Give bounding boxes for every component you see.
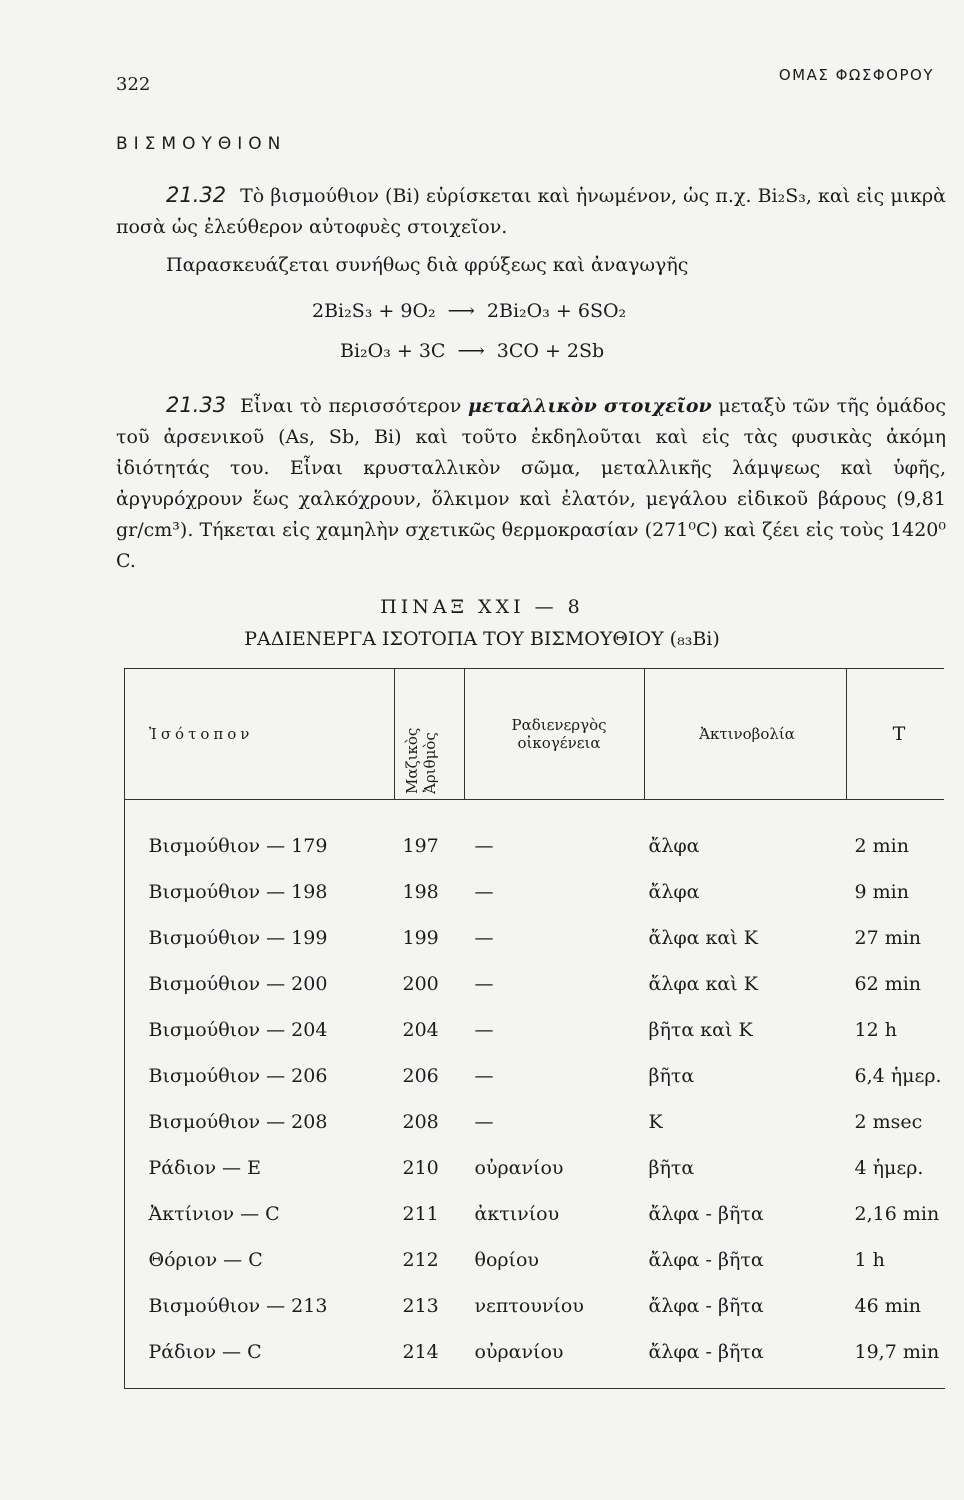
paragraph-number: 21.32 [166,183,227,207]
table-row [125,800,945,870]
cell-radiation: ἄλφα [648,835,700,857]
cell-mass-number: 204 [402,1019,439,1041]
cell-half-life: 6,4 ἡμερ. [854,1065,942,1087]
page-number: 322 [116,74,151,95]
cell-isotope: Βισμούθιον — 199 [148,927,328,949]
cell-half-life: 62 min [854,973,922,995]
paragraph-text-a: Εἶναι τὸ περισσότερον [240,395,462,417]
cell-family: νεπτουνίου [474,1295,584,1317]
cell-family: — [474,1065,494,1087]
paragraph-text-b: μεταξὺ τῶν τῆς ὁμάδος τοῦ ἀρσενικοῦ (As, Sb, Bi) καὶ τοῦτο ἐκδηλοῦται καὶ εἰς τὰς φυσικὰς ἀκόμη ἰδιότητάς του. Εἶναι κρυσταλλικὸν σῶμα, μεταλλικῆς λάμψεως καὶ ὑφῆς, ἀργυρόχρουν ἕως χαλκόχρουν, ὅλκιμον καὶ ἐλατόν, μεγάλου εἰδικοῦ βάρους (9,81 gr/cm³). Τήκεται εἰς χαμηλὴν σχετικῶς θερμοκρασίαν (271⁰C) καὶ ζέει εἰς τοὺς 1420⁰ C. [116,395,946,572]
table-row [125,1053,945,1099]
paragraph-preparation [116,250,946,281]
cell-half-life: 19,7 min [854,1341,940,1363]
table-row [125,915,945,961]
cell-isotope: Βισμούθιον — 179 [148,835,328,857]
emphasized-term: μεταλλικὸν στοιχεῖον [467,395,712,417]
table-row [125,961,945,1007]
table-row [125,1145,945,1191]
table-title: ΡΑΔΙΕΝΕΡΓΑ ΙΣΟΤΟΠΑ ΤΟΥ ΒΙΣΜΟΥΘΙΟΥ (₈₃Bi) [244,628,720,650]
cell-mass-number: 197 [402,835,439,857]
cell-half-life: 27 min [854,927,922,949]
cell-family: — [474,835,494,857]
cell-radiation: ἄλφα καὶ K [648,927,758,949]
table-row [125,1329,945,1386]
cell-isotope: Βισμούθιον — 204 [148,1019,328,1041]
equation-left: Bi₂O₃ + 3C [340,340,446,362]
cell-mass-number: 213 [402,1295,439,1317]
equation-1 [312,300,626,322]
paragraph-21-32 [116,180,946,243]
cell-family: οὐρανίου [474,1341,564,1363]
section-title: ΒΙΣΜΟΥΘΙΟΝ [116,134,287,154]
paragraph-text: Τὸ βισμούθιον (Bi) εὑρίσκεται καὶ ἡνωμένον, ὡς π.χ. Bi₂S₃, καὶ εἰς μικρὰ ποσὰ ὡς ἐλεύθερον αὐτοφυὲς στοιχεῖον. [116,185,946,238]
reaction-arrow: ⟶ [447,300,475,322]
cell-half-life: 2,16 min [854,1203,940,1225]
cell-isotope: Βισμούθιον — 200 [148,973,328,995]
table-row [125,1237,945,1283]
paragraph-text: Παρασκευάζεται συνήθως διὰ φρύξεως καὶ ἀναγωγῆς [166,254,689,276]
equation-right: 2Bi₂O₃ + 6SO₂ [486,300,627,322]
reaction-arrow: ⟶ [457,340,485,362]
table-caption: ΠΙΝΑΞ XXI — 8 [380,596,584,618]
cell-family: — [474,1019,494,1041]
paragraph-21-33 [116,390,946,577]
header-mass-number [395,669,465,800]
header-family: Ραδιενεργὸς οἰκογένεια [465,669,645,800]
cell-family: — [474,881,494,903]
cell-radiation: K [648,1111,663,1133]
equation-2 [340,340,604,362]
cell-radiation: βῆτα [648,1065,695,1087]
equation-left: 2Bi₂S₃ + 9O₂ [312,300,436,322]
cell-mass-number: 199 [402,927,439,949]
table-row [125,1099,945,1145]
cell-isotope: Βισμούθιον — 198 [148,881,328,903]
cell-half-life: 1 h [854,1249,885,1271]
cell-isotope: Βισμούθιον — 206 [148,1065,328,1087]
cell-mass-number: 210 [402,1157,439,1179]
cell-mass-number: 200 [402,973,439,995]
cell-radiation: βῆτα [648,1157,695,1179]
cell-mass-number: 211 [402,1203,439,1225]
cell-radiation: ἄλφα - βῆτα [648,1203,764,1225]
cell-mass-number: 214 [402,1341,439,1363]
header-radiation: Ἀκτινοβολία [645,669,847,800]
table-row [125,869,945,915]
cell-family: θορίου [474,1249,539,1271]
cell-isotope: Βισμούθιον — 208 [148,1111,328,1133]
cell-isotope: Ράδιον — E [148,1157,261,1179]
cell-radiation: ἄλφα [648,881,700,903]
cell-radiation: ἄλφα - βῆτα [648,1249,764,1271]
cell-radiation: βῆτα καὶ K [648,1019,753,1041]
cell-half-life: 12 h [854,1019,897,1041]
header-isotope: Ἰσότοπον [125,669,395,800]
cell-half-life: 2 msec [854,1111,923,1133]
cell-mass-number: 198 [402,881,439,903]
cell-family: ἀκτινίου [474,1203,560,1225]
paragraph-number: 21.33 [166,393,227,417]
cell-family: — [474,927,494,949]
cell-isotope: Ράδιον — C [148,1341,262,1363]
table-header-row [125,669,945,800]
header-half-life: T [847,669,945,800]
cell-radiation: ἄλφα καὶ K [648,973,758,995]
cell-isotope: Θόριον — C [148,1249,263,1271]
cell-isotope: Βισμούθιον — 213 [148,1295,328,1317]
cell-radiation: ἄλφα - βῆτα [648,1341,764,1363]
equation-right: 3CO + 2Sb [496,340,605,362]
running-head: ΟΜΑΣ ΦΩΣΦΟΡΟΥ [778,66,934,84]
cell-half-life: 2 min [854,835,909,857]
table-row [125,1283,945,1329]
cell-half-life: 4 ἡμερ. [854,1157,924,1179]
table-row [125,1007,945,1053]
cell-mass-number: 206 [402,1065,439,1087]
cell-mass-number: 208 [402,1111,439,1133]
isotope-table [124,668,944,1386]
cell-family: — [474,973,494,995]
cell-isotope: Ἀκτίνιον — C [148,1203,280,1225]
table-row [125,1191,945,1237]
cell-radiation: ἄλφα - βῆτα [648,1295,764,1317]
cell-half-life: 46 min [854,1295,922,1317]
cell-mass-number: 212 [402,1249,439,1271]
cell-family: οὐρανίου [474,1157,564,1179]
cell-half-life: 9 min [854,881,909,903]
cell-family: — [474,1111,494,1133]
header-mass-text: Μαζικὸς Ἀριθμὸς [403,727,439,794]
